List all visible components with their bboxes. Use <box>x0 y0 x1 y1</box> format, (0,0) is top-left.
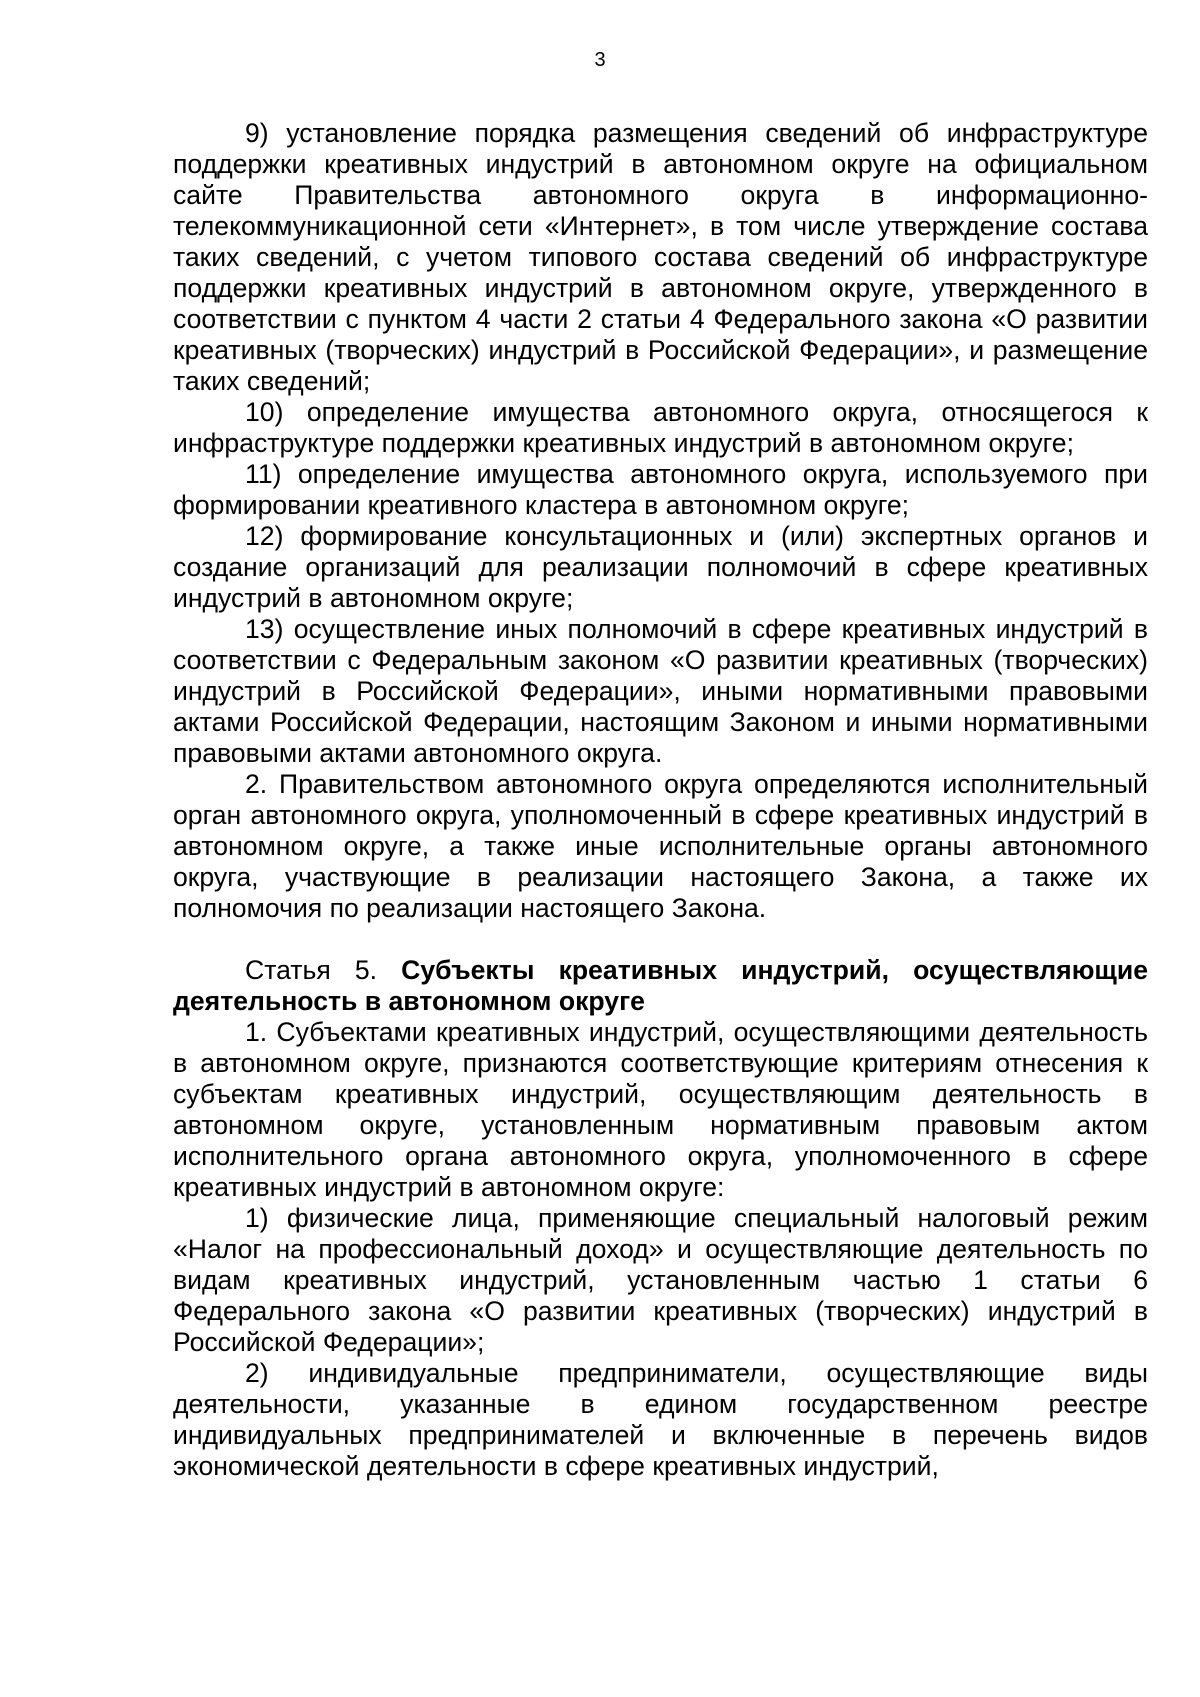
paragraph-part-2: 2. Правительством автономного округа определяются исполнительный орган автономного округа, уполномоченный в сфере креативных индустрий в автономном округе, а также иные исполнительные органы автономного округа, участвующие в реализации настоящего Закона, а также их полномочия по реализации настоящего Закона. <box>173 769 1148 923</box>
document-body <box>173 118 1148 1482</box>
paragraph-item-2: 2) индивидуальные предприниматели, осуществляющие виды деятельности, указанные в едином государственном реестре индивидуальных предпринимателей и включенные в перечень видов экономической деятельности в сфере креативных индустрий, <box>173 1358 1148 1481</box>
article-heading <box>173 955 1148 1017</box>
paragraph-item-10: 10) определение имущества автономного округа, относящегося к инфраструктуре поддержки креативных индустрий в автономном округе; <box>173 397 1148 458</box>
paragraph-item-12: 12) формирование консультационных и (или) экспертных органов и создание организаций для реализации полномочий в сфере креативных индустрий в автономном округе; <box>173 521 1148 613</box>
paragraph-item-11: 11) определение имущества автономного округа, используемого при формировании креативного кластера в автономном округе; <box>173 459 1148 520</box>
article-title: Субъекты креативных индустрий, осуществляющие деятельность в автономном округе <box>173 955 1148 1016</box>
page-number: 3 <box>594 49 606 71</box>
paragraph-item-13: 13) осуществление иных полномочий в сфере креативных индустрий в соответствии с Федеральным законом «О развитии креативных (творческих) индустрий в Российской Федерации», иными нормативными правовыми актами Российской Федерации, настоящим Законом и иными нормативными правовыми актами автономного округа. <box>173 614 1148 768</box>
paragraph-item-1: 1) физические лица, применяющие специальный налоговый режим «Налог на профессиональный доход» и осуществляющие деятельность по видам креативных индустрий, установленным частью 1 статьи 6 Федерального закона «О развитии креативных (творческих) индустрий в Российской Федерации»; <box>173 1203 1148 1357</box>
paragraph-item-9: 9) установление порядка размещения сведений об инфраструктуре поддержки креативных индустрий в автономном округе на официальном сайте Правительства автономного округа в информационно-телекоммуникационной сети «Интернет», в том числе утверждение состава таких сведений, с учетом типового состава сведений об инфраструктуре поддержки креативных индустрий в автономном округе, утвержденного в соответствии с пунктом 4 части 2 статьи 4 Федерального закона «О развитии креативных (творческих) индустрий в Российской Федерации», и размещение таких сведений; <box>173 118 1148 396</box>
article-label: Статья 5. <box>245 955 378 985</box>
paragraph-part-1: 1. Субъектами креативных индустрий, осуществляющими деятельность в автономном округе, признаются соответствующие критериям отнесения к субъектам креативных индустрий, осуществляющим деятельность в автономном округе, установленным нормативным правовым актом исполнительного органа автономного округа, уполномоченного в сфере креативных индустрий в автономном округе: <box>173 1017 1148 1202</box>
